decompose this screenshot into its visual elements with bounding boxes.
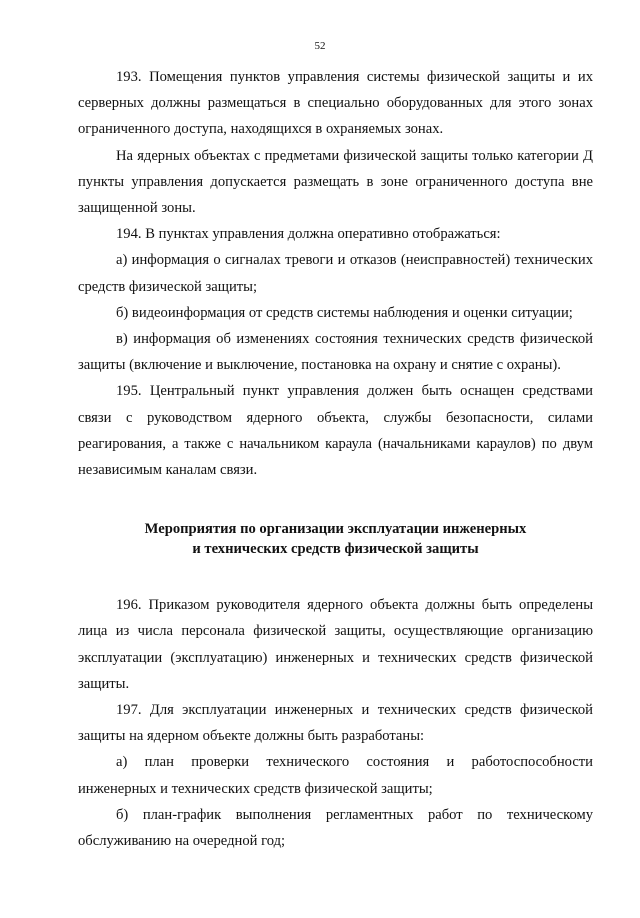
section-heading: [78, 519, 593, 559]
paragraph-195: 195. Центральный пункт управления должен быть оснащен средствами связи с руководством ядерного объекта, службы безопасности, силами реагирования, а также с начальником караула (начальниками караулов) по двум независимым каналам связи.: [78, 383, 593, 479]
paragraph-193-note: На ядерных объектах с предметами физической защиты только категории Д пункты управления допускается размещать в зоне ограниченного доступа вне защищенной зоны.: [78, 147, 593, 217]
paragraph-197-b: б) план-график выполнения регламентных работ по техническому обслуживанию на очередной год;: [78, 806, 593, 850]
section-heading-line-1: Мероприятия по организации эксплуатации инженерных: [144, 521, 527, 538]
paragraph-197: 197. Для эксплуатации инженерных и технических средств физической защиты на ядерном объекте должны быть разработаны:: [78, 702, 593, 745]
paragraph-194-c: в) информация об изменениях состояния технических средств физической защиты (включение и выключение, постановка на охрану и снятие с охраны).: [78, 331, 593, 374]
paragraph-194: 194. В пунктах управления должна оперативно отображаться:: [116, 226, 501, 243]
document-body: [78, 64, 593, 854]
paragraph-193: 193. Помещения пунктов управления системы физической защиты и их серверных должны размещаться в специально оборудованных для этого зонах ограниченного доступа, находящихся в охраняемых зонах.: [78, 69, 593, 138]
paragraph-194-a: а) информация о сигналах тревоги и отказов (неисправностей) технических средств физической защиты;: [78, 252, 593, 295]
paragraph-197-a: а) план проверки технического состояния и работоспособности инженерных и технических средств физической защиты;: [78, 754, 593, 797]
section-heading-line-2: и технических средств физической защиты: [192, 541, 479, 558]
paragraph-196: 196. Приказом руководителя ядерного объекта должны быть определены лица из числа персонала физической защиты, осуществляющие организацию эксплуатации (эксплуатацию) инженерных и технических средств физической защиты.: [78, 597, 593, 692]
paragraph-194-b: б) видеоинформация от средств системы наблюдения и оценки ситуации;: [116, 304, 573, 321]
page-number: 52: [314, 40, 326, 52]
